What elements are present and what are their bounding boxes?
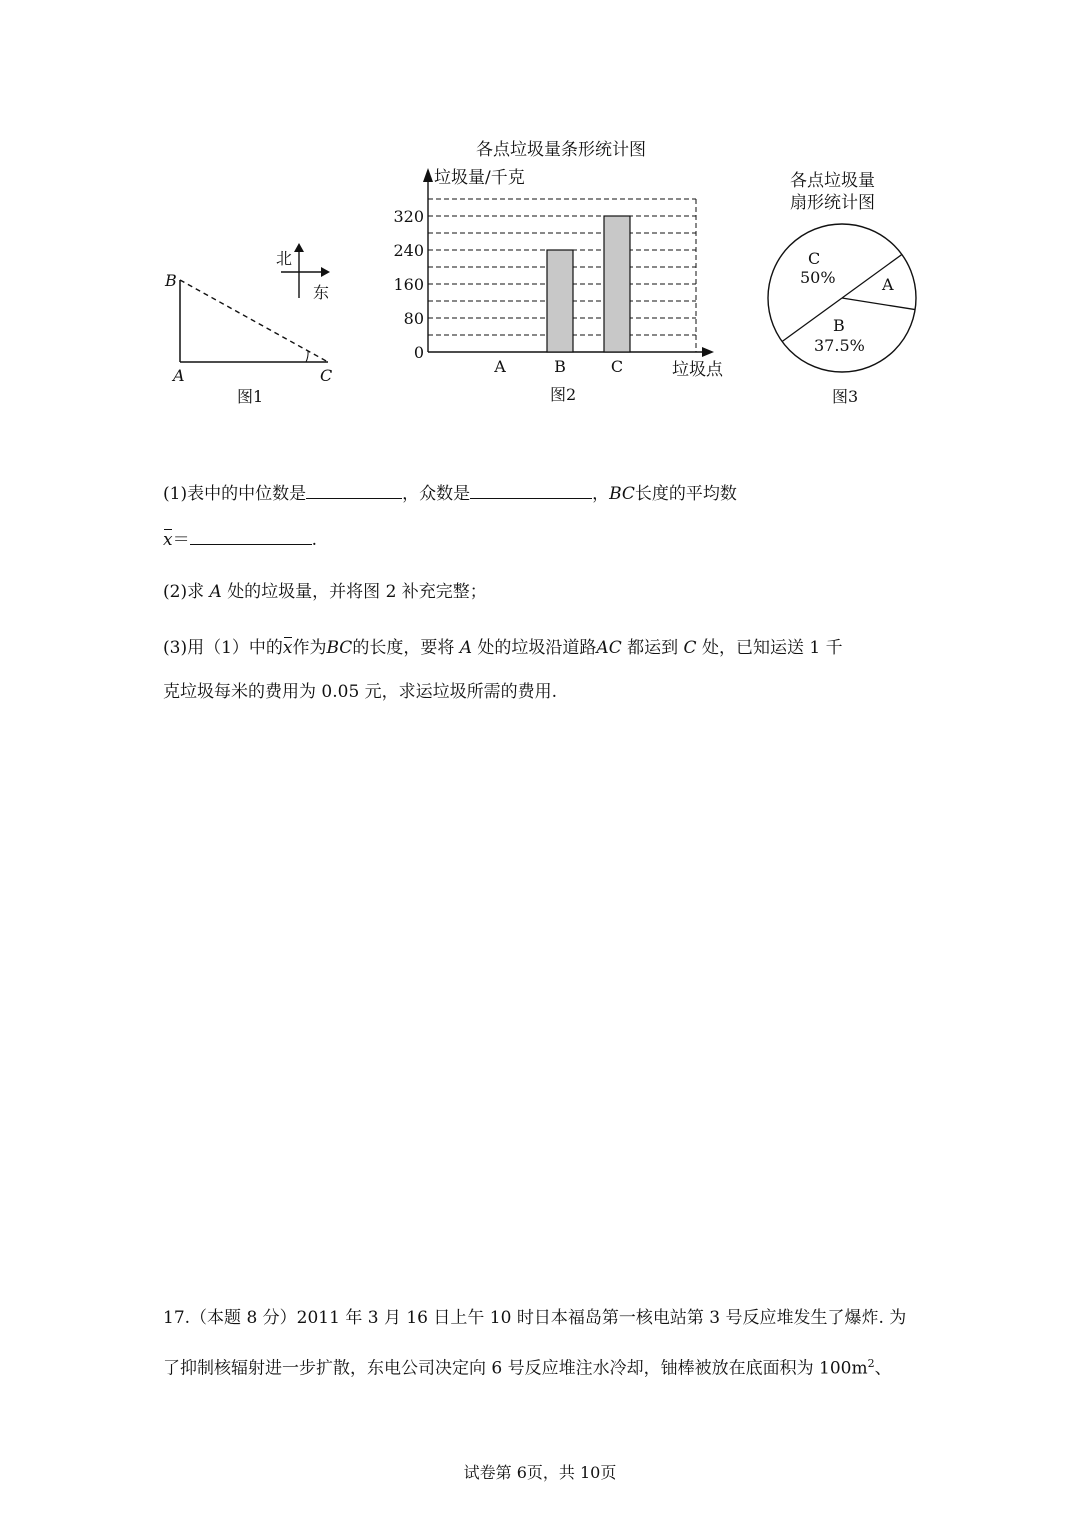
q3-text-d: 处的垃圾沿道路 <box>477 638 597 658</box>
pie-title-line1: 各点垃圾量 <box>790 171 875 191</box>
label-c: C <box>320 366 333 385</box>
pie-slice-a-label: A <box>882 275 894 294</box>
compass-north-label: 北 <box>276 249 293 268</box>
q1-x-bar: x <box>163 530 173 550</box>
question-1-line1 <box>163 480 737 506</box>
question-3-line2 <box>163 680 557 704</box>
label-a: A <box>173 366 185 385</box>
question-2 <box>163 580 487 604</box>
x-tick-label-b: B <box>554 357 566 376</box>
pie-slice-b-label: B <box>833 316 845 335</box>
bar-c <box>604 216 630 352</box>
x-axis-arrow-icon <box>702 347 714 357</box>
p17-line2-end: 、 <box>874 1358 892 1379</box>
x-axis-label: 垃圾点 <box>672 360 723 380</box>
problem-17-line2 <box>163 1352 892 1381</box>
q2-text-b: 处的垃圾量，并将图 2 补充完整； <box>227 582 487 602</box>
figure-3-caption: 图3 <box>832 387 859 406</box>
figure-2-bar-chart <box>393 140 724 404</box>
q1-text-c: ， <box>592 484 610 504</box>
q1-mode-blank[interactable] <box>470 480 592 499</box>
q1-text-d: 长度的平均数 <box>634 484 737 504</box>
q1-equals: ＝ <box>172 530 190 550</box>
compass-east-label: 东 <box>313 283 330 302</box>
p17-superscript: 2 <box>867 1357 875 1370</box>
q3-text-f: 处，已知运送 1 千 <box>701 638 843 658</box>
y-axis-arrow-icon <box>423 168 433 182</box>
pie-slice-boundary <box>842 298 915 310</box>
q3-text-c: 的长度，要将 <box>352 638 455 658</box>
x-tick-labels <box>493 357 623 376</box>
y-tick-label: 80 <box>403 309 424 328</box>
bar-b <box>547 250 573 352</box>
q1-bc: BC <box>609 484 635 504</box>
figure-1-caption: 图1 <box>237 387 264 406</box>
q1-median-blank[interactable] <box>306 480 402 499</box>
figure-1 <box>164 243 332 406</box>
figures-area <box>0 0 1080 430</box>
x-tick-label-a: A <box>494 357 506 376</box>
y-tick-label: 320 <box>393 207 424 226</box>
pie-slice-c-percent: 50% <box>800 268 836 287</box>
figure-3-pie-chart <box>768 171 916 406</box>
chart-title: 各点垃圾量条形统计图 <box>476 140 646 160</box>
y-tick-label: 0 <box>413 343 424 362</box>
question-1-line2 <box>163 526 317 552</box>
y-axis-label: 垃圾量/千克 <box>434 168 525 188</box>
q1-text-b: ，众数是 <box>402 484 471 504</box>
q1-text-a: (1)表中的中位数是 <box>163 484 307 504</box>
q3-ac: AC <box>596 638 622 658</box>
q3-text-a: (3)用（1）中的 <box>163 638 283 658</box>
y-tick-labels <box>393 207 424 362</box>
page-footer: 试卷第 6页，共 10页 <box>463 1463 617 1482</box>
p17-line1-text: 17.（本题 8 分）2011 年 3 月 16 日上午 10 时日本福岛第一核电站第 3 号反应堆发生了爆炸. 为 <box>163 1308 907 1328</box>
q3-text-e: 都运到 <box>627 638 679 658</box>
q3-line2-text: 克垃圾每米的费用为 0.05 元，求运垃圾所需的费用. <box>163 682 558 702</box>
question-3-line1 <box>163 636 843 660</box>
angle-c-arc <box>306 351 308 362</box>
q1-end: . <box>311 530 317 550</box>
segment-bc-dashed <box>180 280 328 362</box>
figure-2-caption: 图2 <box>550 385 577 404</box>
q3-bc: BC <box>326 638 353 658</box>
pie-slice-b-percent: 37.5% <box>814 336 865 355</box>
problem-17-line1 <box>163 1306 906 1330</box>
q3-a: A <box>459 638 473 658</box>
q3-c: C <box>683 638 697 658</box>
pie-slice-c-label: C <box>808 249 821 268</box>
label-b: B <box>165 271 177 290</box>
q1-mean-blank[interactable] <box>190 526 312 545</box>
q2-a: A <box>209 582 222 602</box>
pie-title-line2: 扇形统计图 <box>790 193 875 213</box>
q3-x-bar: x <box>282 638 293 658</box>
x-tick-label-c: C <box>610 357 624 376</box>
p17-line2-text: 了抑制核辐射进一步扩散，东电公司决定向 6 号反应堆注水冷却，铀棒被放在底面积为 100m <box>163 1358 868 1379</box>
y-tick-label: 240 <box>393 241 424 260</box>
q3-text-b: 作为 <box>292 638 327 658</box>
y-tick-label: 160 <box>393 275 424 294</box>
q2-text-a: (2)求 <box>163 582 205 602</box>
